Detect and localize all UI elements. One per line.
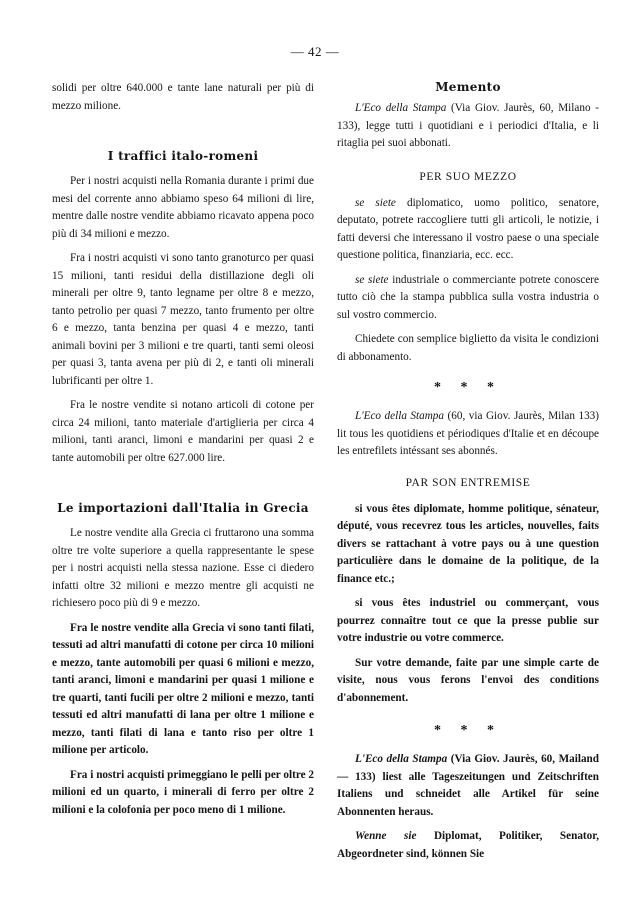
separator-stars-2: * * * (434, 723, 502, 738)
french-paragraph-4: Sur votre demande, faite par une simple carte de visite, nous vous ferons l'envoi des conditions d'abonnement. (337, 656, 599, 704)
italian-lead-2: se siete (355, 273, 389, 286)
italian-text-1: diplomatico, uomo politico, senatore, deputato, potrete raccogliere tutti gli articoli, le notizie, i fatti deversi che interessano il vostro paese o una speciale questione politica, finanziaria, ecc. ecc. (337, 196, 599, 261)
right-column (337, 80, 599, 870)
french-paragraph-1 (337, 408, 599, 461)
left-column (52, 80, 314, 826)
memento-text: (Via Giov. Jaurès, 60, Milano - 133), legge tutti i quotidiani e i periodici d'Italia, e li ritaglia pei suoi abbonati. (337, 102, 599, 149)
memento-publication-name: L'Eco della Stampa (355, 102, 447, 114)
memento-title: Memento (435, 80, 501, 94)
greece-paragraph-3: Fra i nostri acquisti primeggiano le pelli per oltre 2 milioni ed un quarto, i minerali di ferro per oltre 2 milioni e la colofonia per poco meno di 1 milione. (52, 768, 314, 816)
italian-heading: PER SUO MEZZO (419, 170, 517, 183)
french-heading: PAR SON ENTREMISE (405, 476, 531, 489)
memento-paragraph (337, 100, 599, 153)
french-paragraph-2: si vous êtes diplomate, homme politique, sénateur, député, vous recevrez tous les articles, nouvelles, faits divers se rattachant à votre pays ou à une question particulière dans le domaine de la politique, de la finance etc.; (337, 502, 599, 585)
french-text-1: (60, via Giov. Jaurès, Milan 133) lit tous les quotidiens et périodiques d'Italie et en découpe les entrefilets intéssant ses abonnés. (337, 410, 599, 457)
italian-lead-1: se siete (355, 196, 396, 209)
greece-paragraph-2: Fra le nostre vendite alla Grecia vi sono tanti filati, tessuti ad altri manufatti di cotone per circa 10 milioni e mezzo, tante automobili per quasi 6 milioni e mezzo, tanti aranci, limoni e mandarini per quasi 1 milione e tre quarti, tanti fucili per oltre 2 milioni e mezzo, tanti tessuti ed altri manufatti di lana per oltre 1 milione e mezzo, tanti filati di lana e tanto riso per oltre 1 milione per articolo. (52, 621, 314, 756)
section-title-greece: Le importazioni dall'Italia in Grecia (57, 501, 309, 515)
german-paragraph-1 (337, 751, 599, 821)
german-text-2: Diplomat, Politiker, Senator, Abgeordneter sind, können Sie (337, 830, 599, 860)
french-paragraph-3: si vous êtes industriel ou commerçant, vous pourrez connaître tout ce que la presse publie sur votre industrie ou votre commerce. (337, 597, 599, 644)
italian-paragraph-2 (337, 272, 599, 325)
french-publication-name: L'Eco della Stampa (355, 410, 444, 422)
italian-paragraph-1 (337, 195, 599, 265)
romania-paragraph-2: Fra i nostri acquisti vi sono tanto granoturco per quasi 15 milioni, tanti residui della distillazione degli oli minerali per oltre 9, tanto legname per oltre 8 e mezzo, tanto petrolio per quasi 7 mezzo, tanto frumento per oltre 6 e mezzo, tanta benzina per quasi 4 e mezzo, tanti animali bovini per 3 milioni e tre quarti, tanti semi oleosi per quasi 3, tanta avena per più di 2, e tanti oli minerali lubrificanti per oltre 1. (52, 252, 314, 387)
separator-stars-1: * * * (434, 380, 502, 395)
romania-paragraph-1: Per i nostri acquisti nella Romania durante i primi due mesi del corrente anno abbiamo speso 64 milioni di lire, mentre dalle nostre vendite abbiamo ricavato appena poco più di 34 milioni e mezzo. (52, 175, 314, 240)
intro-paragraph: solidi per oltre 640.000 e tante lane naturali per più di mezzo milione. (52, 82, 314, 112)
italian-text-2: industriale o commerciante potrete conoscere tutto ciò che la stampa pubblica sulla vostra industria o sul vostro commercio. (337, 273, 599, 321)
german-lead: Wenne sie (355, 830, 417, 842)
german-paragraph-2 (337, 828, 599, 863)
page-number: — 42 — (290, 44, 340, 59)
italian-paragraph-3: Chiedete con semplice biglietto da visita le condizioni di abbonamento. (337, 333, 599, 363)
greece-paragraph-1: Le nostre vendite alla Grecia ci fruttarono una somma oltre tre volte superiore a quella rappresentante le spese per i nostri acquisti nella stessa nazione. Esse ci diedero infatti oltre 32 milioni e mezzo mentre gli acquisti ne richiesero poco più di 9 e mezzo. (52, 527, 314, 609)
section-title-romania: I traffici italo-romeni (107, 149, 259, 163)
german-publication-name: L'Eco della Stampa (355, 753, 448, 765)
romania-paragraph-3: Fra le nostre vendite si notano articoli di cotone per circa 24 milioni, tanto materiale d'artiglieria per circa 4 milioni, tanti aranci, limoni e mandarini per quasi 2 e tante automobili per oltre 627.000 lire. (52, 399, 314, 464)
german-text-1: (Via Giov. Jaurès, 60, Mailand — 133) liest alle Tageszeitungen und Zeitschriften Italiens und schneidet alle Artikel für seine Abonnenten heraus. (337, 753, 599, 818)
